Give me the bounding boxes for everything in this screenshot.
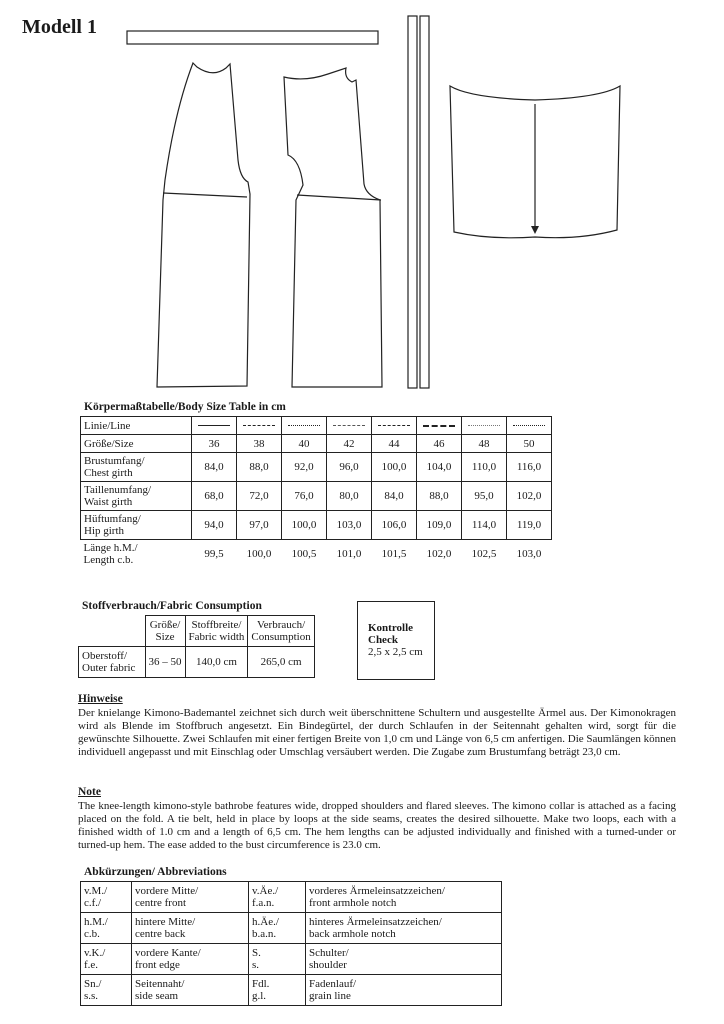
abbr-row: v.M./ c.f./ vordere Mitte/ centre front v.Äe./ f.a.n. vorderes Ärmeleinsatzzeichen/ front armhole notch bbox=[81, 882, 502, 913]
abbr-table bbox=[80, 881, 502, 1006]
value-cell: 96,0 bbox=[327, 453, 372, 482]
abbr-heading: Abkürzungen/ Abbreviations bbox=[84, 866, 227, 878]
chest-row bbox=[81, 453, 552, 482]
value-cell: 88,0 bbox=[417, 482, 462, 511]
check-label: Kontrolle bbox=[368, 622, 414, 634]
row-label: Länge h.M./ Length c.b. bbox=[83, 542, 138, 566]
size-cell: 46 bbox=[417, 435, 462, 453]
col-size: Größe/ Size bbox=[145, 616, 185, 647]
row-label: Hüftumfang/ Hip girth bbox=[81, 511, 192, 540]
value-cell: 102,0 bbox=[426, 548, 452, 560]
size-cell: 42 bbox=[327, 435, 372, 453]
belt-piece bbox=[127, 31, 378, 44]
abbr-row: Sn./ s.s. Seitennaht/ side seam Fdl. g.l. Fadenlauf/ grain line bbox=[81, 975, 502, 1006]
value-cell: 101,0 bbox=[336, 548, 362, 560]
front-waist-line bbox=[163, 193, 247, 197]
value-cell: 106,0 bbox=[372, 511, 417, 540]
line-row bbox=[81, 417, 552, 435]
value-cell: 103,0 bbox=[327, 511, 372, 540]
value-cell: 68,0 bbox=[192, 482, 237, 511]
notes-de-text: Der knielange Kimono-Bademantel zeichnet sich durch weit überschnittene Schultern und ausgestellte Ärmel aus. Der Kimonokragen wird als Blende im Stoffbruch angesetzt. Ein Bindegürtel, der durch Schlaufen in der Seitennaht gehalten wird, sorgt für die gewünschte Silhouette. Zwei Schlaufen mit einer fertigen Breite von 1,0 cm und Länge von 6,5 cm anfertigen. Die Saumlängen können individuell angepasst und mit Einschlag oder Umschlag versäubert werden. Die Zugabe zum Brustumfang beträgt 23,0 cm. bbox=[78, 707, 676, 758]
fabric-consumption: 265,0 cm bbox=[248, 647, 314, 678]
size-range: 36 – 50 bbox=[145, 647, 185, 678]
pattern-pieces-drawing bbox=[0, 0, 724, 400]
line-sample bbox=[237, 417, 282, 435]
page-title: Modell 1 bbox=[22, 16, 97, 38]
row-label: Brustumfang/ Chest girth bbox=[81, 453, 192, 482]
value-cell: 92,0 bbox=[282, 453, 327, 482]
value-cell: 100,0 bbox=[372, 453, 417, 482]
value-cell: 84,0 bbox=[372, 482, 417, 511]
value-cell: 76,0 bbox=[282, 482, 327, 511]
fabric-heading: Stoffverbrauch/Fabric Consumption bbox=[82, 600, 262, 612]
value-cell: 103,0 bbox=[516, 548, 542, 560]
back-waist-line bbox=[297, 195, 381, 200]
row-label: Oberstoff/ Outer fabric bbox=[79, 647, 146, 678]
value-cell: 94,0 bbox=[192, 511, 237, 540]
value-cell: 100,0 bbox=[246, 548, 272, 560]
notes-en-text: The knee-length kimono-style bathrobe features wide, dropped shoulders and flared sleeves. The kimono collar is attached as a facing placed on the fold. A tie belt, held in place by loops at the side seams, creates the desired silhouette. Make two loops, each with a finished width of 1.0 cm and a length of 6,5 cm. The hem lengths can be adjusted individually and finished with a turned-under or turned-up hem. The ease added to the bust circumference is 23.0 cm. bbox=[78, 800, 676, 851]
line-sample bbox=[462, 417, 507, 435]
grain-arrow-icon bbox=[531, 226, 539, 234]
fabric-header-row bbox=[79, 616, 315, 647]
line-label: Linie/Line bbox=[81, 417, 192, 435]
value-cell: 84,0 bbox=[192, 453, 237, 482]
value-cell: 101,5 bbox=[381, 548, 407, 560]
value-cell: 104,0 bbox=[417, 453, 462, 482]
line-sample bbox=[507, 417, 552, 435]
size-cell: 50 bbox=[507, 435, 552, 453]
waist-row bbox=[81, 482, 552, 511]
fabric-width: 140,0 cm bbox=[185, 647, 248, 678]
size-cell: 38 bbox=[237, 435, 282, 453]
abbr-row: v.K./ f.e. vordere Kante/ front edge S. s. Schulter/ shoulder bbox=[81, 944, 502, 975]
collar-strip-2 bbox=[420, 16, 429, 388]
size-table bbox=[80, 416, 552, 568]
size-row bbox=[81, 435, 552, 453]
line-sample bbox=[417, 417, 462, 435]
check-size: 2,5 x 2,5 cm bbox=[368, 646, 423, 658]
value-cell: 109,0 bbox=[417, 511, 462, 540]
value-cell: 116,0 bbox=[507, 453, 552, 482]
notes-de-heading: Hinweise bbox=[78, 693, 123, 705]
value-cell: 110,0 bbox=[462, 453, 507, 482]
line-sample bbox=[327, 417, 372, 435]
value-cell: 99,5 bbox=[204, 548, 224, 560]
value-cell: 72,0 bbox=[237, 482, 282, 511]
value-cell: 95,0 bbox=[462, 482, 507, 511]
size-label: Größe/Size bbox=[81, 435, 192, 453]
value-cell: 80,0 bbox=[327, 482, 372, 511]
collar-strip-1 bbox=[408, 16, 417, 388]
line-sample bbox=[372, 417, 417, 435]
size-cell: 36 bbox=[192, 435, 237, 453]
fabric-table bbox=[78, 615, 315, 678]
abbr-row: h.M./ c.b. hintere Mitte/ centre back h.Äe./ b.a.n. hinteres Ärmeleinsatzzeichen/ back armhole notch bbox=[81, 913, 502, 944]
value-cell: 119,0 bbox=[507, 511, 552, 540]
value-cell: 114,0 bbox=[462, 511, 507, 540]
back-piece bbox=[284, 68, 382, 387]
value-cell: 102,0 bbox=[507, 482, 552, 511]
col-width: Stoffbreite/ Fabric width bbox=[185, 616, 248, 647]
col-consumption: Verbrauch/ Consumption bbox=[248, 616, 314, 647]
fabric-row bbox=[79, 647, 315, 678]
check-label-en: Check bbox=[368, 634, 398, 646]
value-cell: 88,0 bbox=[237, 453, 282, 482]
line-sample bbox=[192, 417, 237, 435]
size-cell: 44 bbox=[372, 435, 417, 453]
value-cell: 100,5 bbox=[291, 548, 317, 560]
size-cell: 40 bbox=[282, 435, 327, 453]
length-row bbox=[81, 540, 552, 569]
value-cell: 102,5 bbox=[471, 548, 497, 560]
check-square bbox=[357, 601, 435, 680]
size-cell: 48 bbox=[462, 435, 507, 453]
value-cell: 97,0 bbox=[237, 511, 282, 540]
line-sample bbox=[282, 417, 327, 435]
value-cell: 100,0 bbox=[282, 511, 327, 540]
front-piece bbox=[157, 63, 250, 387]
hip-row bbox=[81, 511, 552, 540]
size-table-heading: Körpermaßtabelle/Body Size Table in cm bbox=[84, 401, 286, 413]
notes-en-heading: Note bbox=[78, 786, 101, 798]
row-label: Taillenumfang/ Waist girth bbox=[81, 482, 192, 511]
